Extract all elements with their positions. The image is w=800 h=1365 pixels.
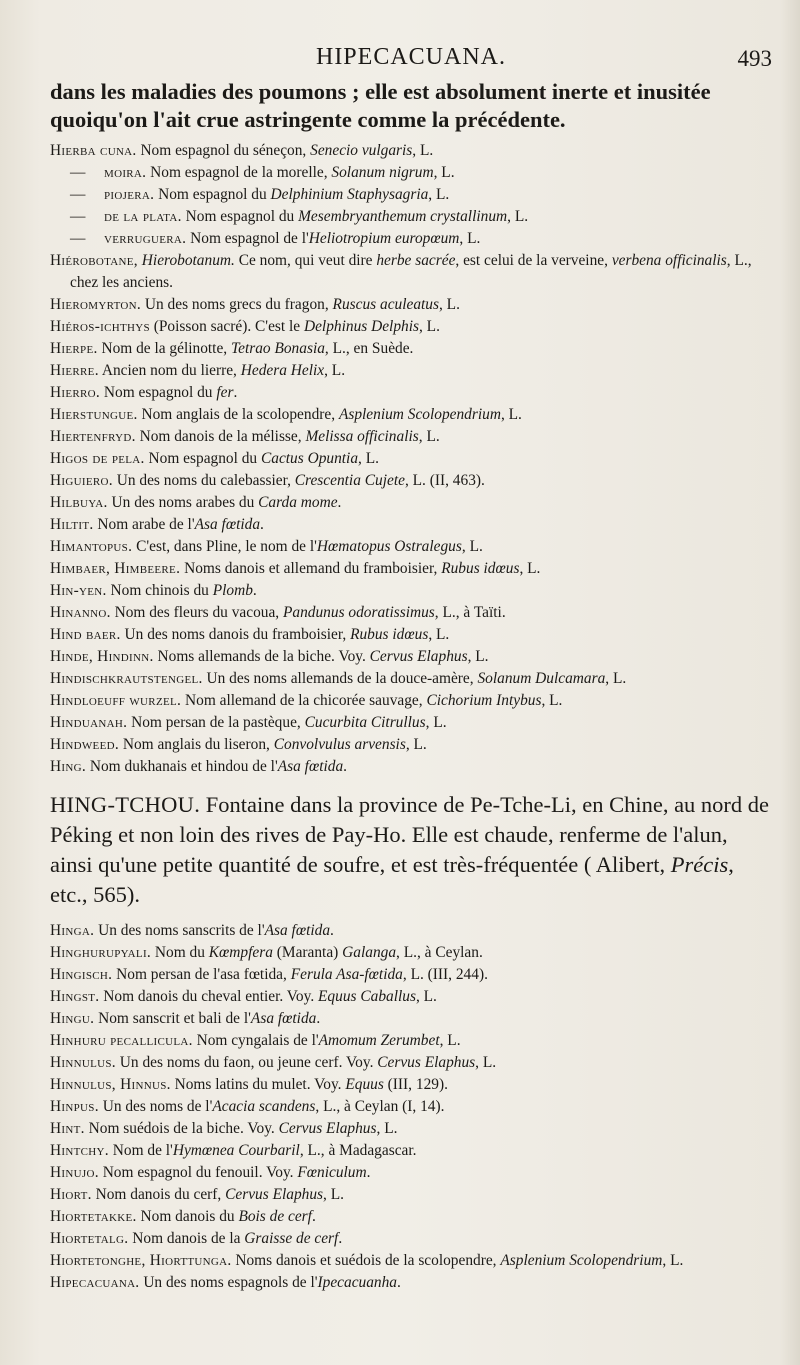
dictionary-entry: Hiertenfryd. Nom danois de la mélisse, Melissa officinalis, L.	[50, 428, 440, 445]
dictionary-subentry: — piojera. Nom espagnol du Delphinium Staphysagria, L.	[70, 186, 450, 203]
dictionary-entry: Hint. Nom suédois de la biche. Voy. Cervus Elaphus, L.	[50, 1120, 398, 1137]
dictionary-entry: Higos de pela. Nom espagnol du Cactus Opuntia, L.	[50, 450, 379, 467]
dictionary-entry: Hinnulus, Hinnus. Noms latins du mulet. Voy. Equus (III, 129).	[50, 1076, 448, 1093]
dictionary-entry: Hilbuya. Un des noms arabes du Carda mome.	[50, 494, 342, 511]
dictionary-entry: Hipecacuana. Un des noms espagnols de l'Ipecacuanha.	[50, 1274, 401, 1291]
dictionary-entry: Hinnulus. Un des noms du faon, ou jeune cerf. Voy. Cervus Elaphus, L.	[50, 1054, 497, 1071]
dictionary-entry: Hingu. Nom sanscrit et bali de l'Asa fœtida.	[50, 1010, 321, 1027]
dictionary-subentry: — de la plata. Nom espagnol du Mesembryanthemum crystallinum, L.	[70, 208, 529, 225]
dictionary-entry: Hindischkrautstengel. Un des noms allemands de la douce-amère, Solanum Dulcamara, L.	[50, 670, 627, 687]
dictionary-entry: Hinghurupyali. Nom du Kœmpfera (Maranta) Galanga, L., à Ceylan.	[50, 944, 483, 961]
dictionary-entry: Hieromyrton. Un des noms grecs du fragon, Ruscus aculeatus, L.	[50, 296, 460, 313]
dictionary-entry: Hinhuru pecallicula. Nom cyngalais de l'Amomum Zerumbet, L.	[50, 1032, 461, 1049]
dictionary-entry: Hingst. Nom danois du cheval entier. Voy. Equus Caballus, L.	[50, 988, 437, 1005]
dictionary-entry: Hindweed. Nom anglais du liseron, Convolvulus arvensis, L.	[50, 736, 427, 753]
main-entry-hing-tchou: HING-TCHOU. Fontaine dans la province de Pe-Tche-Li, en Chine, au nord de Péking et non loin des rives de Pay-Ho. Elle est chaude, renferme de l'alun, ainsi qu'une petite quantité de soufre, et est très-fréquentée ( Alibert, Précis, etc., 565).	[50, 792, 770, 907]
page-number: 493	[737, 46, 772, 71]
entry-list	[50, 140, 772, 1294]
dictionary-entry: Higuiero. Un des noms du calebassier, Crescentia Cujete, L. (II, 463).	[50, 472, 485, 489]
dictionary-entry: Hinanno. Nom des fleurs du vacoua, Pandunus odoratissimus, L., à Taïti.	[50, 604, 506, 621]
running-title: HIPECACUANA.	[315, 44, 506, 70]
dictionary-entry: Hiort. Nom danois du cerf, Cervus Elaphus, L.	[50, 1186, 344, 1203]
dictionary-entry: Hinujo. Nom espagnol du fenouil. Voy. Fœniculum.	[50, 1164, 371, 1181]
dictionary-entry: Hinga. Un des noms sanscrits de l'Asa fœtida.	[50, 922, 334, 939]
dictionary-entry: Hindloeuff wurzel. Nom allemand de la chicorée sauvage, Cichorium Intybus, L.	[50, 692, 563, 709]
dictionary-entry: Himbaer, Himbeere. Noms danois et allemand du framboisier, Rubus idœus, L.	[50, 560, 541, 577]
dictionary-entry: Hiortetakke. Nom danois du Bois de cerf.	[50, 1208, 316, 1225]
dictionary-entry: Hiortetalg. Nom danois de la Graisse de cerf.	[50, 1230, 343, 1247]
dictionary-entry: Hingisch. Nom persan de l'asa fœtida, Ferula Asa-fœtida, L. (III, 244).	[50, 966, 488, 983]
dictionary-entry: Hiéros-ichthys (Poisson sacré). C'est le Delphinus Delphis, L.	[50, 318, 440, 335]
dictionary-entry: Hierpe. Nom de la gélinotte, Tetrao Bonasia, L., en Suède.	[50, 340, 414, 357]
dictionary-entry: Hierre. Ancien nom du lierre, Hedera Helix, L.	[50, 362, 346, 379]
dictionary-entry: Hinde, Hindinn. Noms allemands de la biche. Voy. Cervus Elaphus, L.	[50, 648, 489, 665]
dictionary-entry: Hinpus. Un des noms de l'Acacia scandens, L., à Ceylan (I, 14).	[50, 1098, 445, 1115]
dictionary-entry: Hierba cuna. Nom espagnol du séneçon, Senecio vulgaris, L.	[50, 142, 434, 159]
dictionary-entry: Hiltit. Nom arabe de l'Asa fœtida.	[50, 516, 264, 533]
dictionary-entry: Hinduanah. Nom persan de la pastèque, Cucurbita Citrullus, L.	[50, 714, 447, 731]
page-header	[50, 44, 772, 78]
dictionary-entry: Hiortetonghe, Hiorttunga. Noms danois et suédois de la scolopendre, Asplenium Scolopendrium, L.	[50, 1252, 684, 1269]
dictionary-entry: Hiérobotane, Hierobotanum. Ce nom, qui veut dire herbe sacrée, est celui de la verveine, verbena officinalis, L., chez les anciens.	[50, 252, 752, 291]
dictionary-entry: Himantopus. C'est, dans Pline, le nom de l'Hœmatopus Ostralegus, L.	[50, 538, 483, 555]
intro-paragraph: dans les maladies des poumons ; elle est absolument inerte et inusitée quoiqu'on l'ait crue astringente comme la précédente.	[50, 79, 711, 132]
dictionary-entry: Hing. Nom dukhanais et hindou de l'Asa fœtida.	[50, 758, 348, 775]
dictionary-entry: Hintchy. Nom de l'Hymœnea Courbaril, L., à Madagascar.	[50, 1142, 417, 1159]
dictionary-entry: Hin-yen. Nom chinois du Plomb.	[50, 582, 257, 599]
dictionary-entry: Hierstungue. Nom anglais de la scolopendre, Asplenium Scolopendrium, L.	[50, 406, 522, 423]
dictionary-entry: Hind baer. Un des noms danois du framboisier, Rubus idœus, L.	[50, 626, 450, 643]
dictionary-subentry: — moira. Nom espagnol de la morelle, Solanum nigrum, L.	[70, 164, 455, 181]
dictionary-entry: Hierro. Nom espagnol du fer.	[50, 384, 238, 401]
dictionary-subentry: — verruguera. Nom espagnol de l'Heliotropium europœum, L.	[70, 230, 481, 247]
